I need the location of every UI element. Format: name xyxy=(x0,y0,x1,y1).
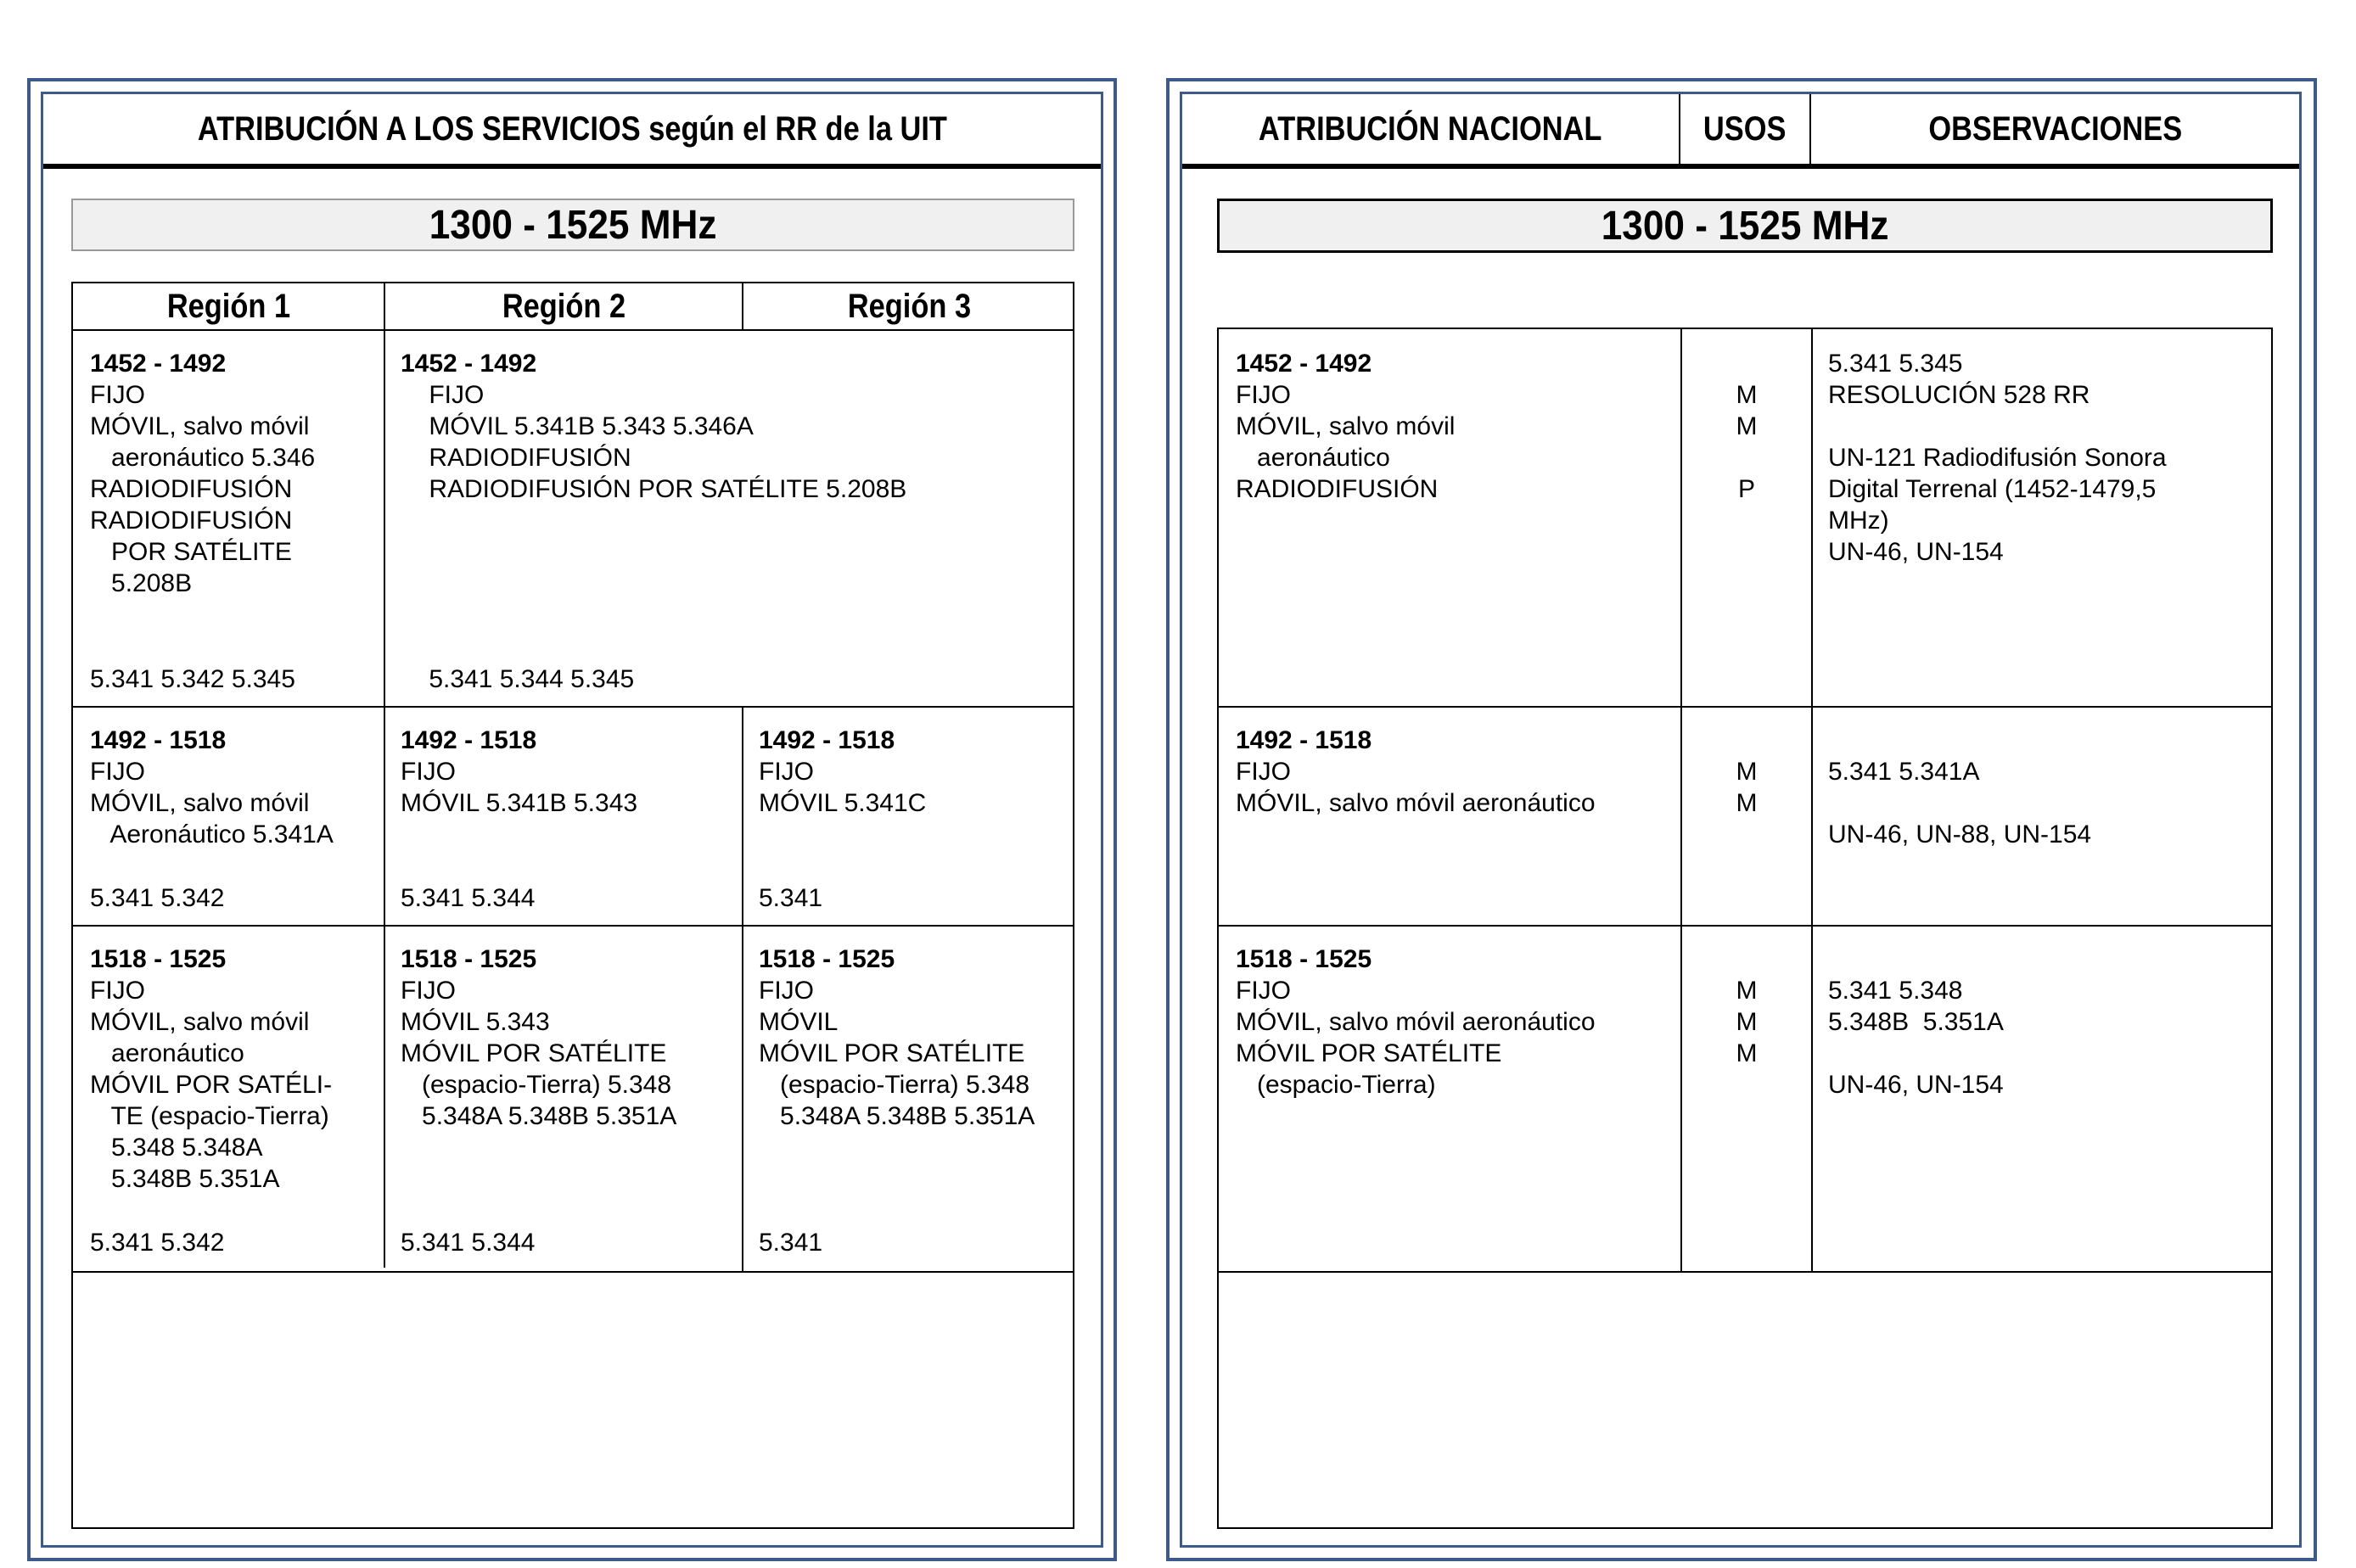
r1-row1-notes: 5.341 5.342 5.345 xyxy=(90,665,295,693)
nacional-row1: 1452 - 1492 FIJO MÓVIL, salvo móvil aeronáutico RADIODIFUSIÓN xyxy=(1236,350,1456,503)
usos-row3: M M M xyxy=(1736,977,1758,1067)
region-2-header: Región 2 xyxy=(502,287,625,325)
left-header-title: ATRIBUCIÓN A LOS SERVICIOS según el RR de la UIT xyxy=(197,109,947,148)
r2-row3-allocation: 1518 - 1525 FIJO MÓVIL 5.343 MÓVIL POR SATÉLITE (espacio-Tierra) 5.348 5.348A 5.348B 5.351A xyxy=(401,945,677,1130)
r3-row2-allocation: 1492 - 1518 FIJO MÓVIL 5.341C xyxy=(759,726,927,817)
row-divider xyxy=(73,925,1073,927)
left-allocation-table xyxy=(71,282,1074,1529)
frequency-range: 1452 - 1492 xyxy=(90,350,227,378)
region-1-header: Región 1 xyxy=(166,287,290,325)
header-observaciones: OBSERVACIONES xyxy=(1928,109,2182,148)
frequency-range: 1492 - 1518 xyxy=(90,726,227,754)
right-header xyxy=(1182,94,2299,169)
obs-row3: 5.341 5.348 5.348B 5.351A UN-46, UN-154 xyxy=(1828,977,2004,1099)
left-band-label: 1300 - 1525 MHz xyxy=(429,202,717,248)
left-header xyxy=(43,94,1101,169)
frequency-range: 1518 - 1525 xyxy=(90,945,227,973)
r2-row2-notes: 5.341 5.344 xyxy=(401,884,536,912)
row-divider xyxy=(1219,1271,2271,1273)
obs-row2: 5.341 5.341A UN-46, UN-88, UN-154 xyxy=(1828,758,2092,848)
row-divider xyxy=(73,1271,1073,1273)
frequency-range: 1452 - 1492 xyxy=(401,350,537,378)
row-divider xyxy=(73,706,1073,708)
header-usos: USOS xyxy=(1680,94,1811,164)
r23-row1-notes: 5.341 5.344 5.345 xyxy=(401,665,635,693)
frequency-range: 1518 - 1525 xyxy=(1236,945,1372,973)
right-band-title xyxy=(1217,199,2273,253)
col-divider xyxy=(742,283,743,329)
row-divider xyxy=(1219,925,2271,927)
frequency-range: 1492 - 1518 xyxy=(759,726,895,754)
frequency-range: 1492 - 1518 xyxy=(1236,726,1372,754)
r3-row3-allocation: 1518 - 1525 FIJO MÓVIL MÓVIL POR SATÉLITE (espacio-Tierra) 5.348 5.348A 5.348B 5.351A xyxy=(759,945,1035,1130)
nacional-row3: 1518 - 1525 FIJO MÓVIL, salvo móvil aeronáutico MÓVIL POR SATÉLITE (espacio-Tierra) xyxy=(1236,945,1596,1099)
r23-row1-allocation: 1452 - 1492 FIJO MÓVIL 5.341B 5.343 5.346A RADIODIFUSIÓN RADIODIFUSIÓN POR SATÉLITE 5.208B xyxy=(401,350,907,503)
frequency-range: 1492 - 1518 xyxy=(401,726,537,754)
right-band-label: 1300 - 1525 MHz xyxy=(1601,203,1889,249)
header-nacional: ATRIBUCIÓN NACIONAL xyxy=(1182,94,1680,164)
frequency-range: 1452 - 1492 xyxy=(1236,350,1372,378)
usos-row2: M M xyxy=(1736,758,1758,817)
row-divider xyxy=(73,329,1073,331)
col-divider xyxy=(1811,329,1813,1271)
col-divider xyxy=(742,706,743,1271)
r1-row1-allocation: 1452 - 1492 FIJO MÓVIL, salvo móvil aeronáutico 5.346 RADIODIFUSIÓN RADIODIFUSIÓN POR SATÉLITE 5.208B xyxy=(90,350,316,597)
r1-row2-allocation: 1492 - 1518 FIJO MÓVIL, salvo móvil Aeronáutico 5.341A xyxy=(90,726,334,848)
left-band-title xyxy=(71,199,1074,251)
r3-row3-notes: 5.341 xyxy=(759,1229,823,1257)
obs-row1: 5.341 5.345 RESOLUCIÓN 528 RR UN-121 Radiodifusión Sonora Digital Terrenal (1452-1479,5 MHz) UN-46, UN-154 xyxy=(1828,350,2167,566)
col-divider xyxy=(384,283,385,1268)
right-national-table xyxy=(1217,328,2273,1529)
frequency-range: 1518 - 1525 xyxy=(759,945,895,973)
r1-row3-allocation: 1518 - 1525 FIJO MÓVIL, salvo móvil aeronáutico MÓVIL POR SATÉLI- TE (espacio-Tierra) 5.348 5.348A 5.348B 5.351A xyxy=(90,945,333,1193)
usos-row1: M M P xyxy=(1736,381,1758,503)
r1-row2-notes: 5.341 5.342 xyxy=(90,884,225,912)
region-3-header: Región 3 xyxy=(847,287,971,325)
nacional-row2: 1492 - 1518 FIJO MÓVIL, salvo móvil aeronáutico xyxy=(1236,726,1596,817)
r1-row3-notes: 5.341 5.342 xyxy=(90,1229,225,1257)
r2-row2-allocation: 1492 - 1518 FIJO MÓVIL 5.341B 5.343 xyxy=(401,726,638,817)
frequency-range: 1518 - 1525 xyxy=(401,945,537,973)
r3-row2-notes: 5.341 xyxy=(759,884,823,912)
r2-row3-notes: 5.341 5.344 xyxy=(401,1229,536,1257)
row-divider xyxy=(1219,706,2271,708)
